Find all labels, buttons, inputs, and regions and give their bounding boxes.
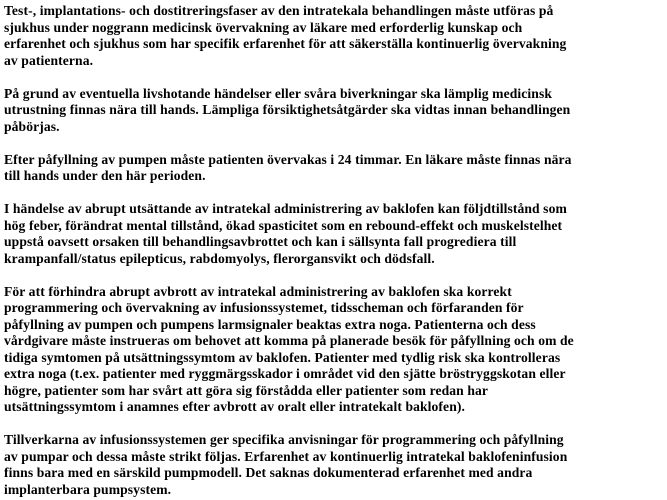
paragraph: [4, 284, 665, 416]
paragraph: [4, 152, 665, 185]
document-text-body: [4, 3, 665, 498]
text-line: I händelse av abrupt utsättande av intratekal administrering av baklofen kan följdtillstånd som: [4, 201, 567, 216]
text-line: Tillverkarna av infusionssystemen ger specifika anvisningar för programmering och påfyllning: [4, 432, 564, 447]
text-line: påfyllning av pumpen och pumpens larmsignaler beaktas extra noga. Patienterna och dess: [4, 316, 536, 332]
paragraph: [4, 432, 665, 498]
text-line: implanterbara pumpsystem.: [4, 481, 172, 497]
text-line: Efter påfyllning av pumpen måste patienten övervakas i 24 timmar. En läkare måste finnas nära: [4, 151, 572, 167]
text-line: högre, patienter som har svårt att göra sig förstådda eller patienter som redan har: [4, 382, 489, 398]
paragraph: [4, 3, 665, 69]
text-line: erfarenhet och sjukhus som har specifik erfarenhet för att säkerställa kontinuerlig övervakning: [4, 36, 567, 51]
text-line: uppstå oavsett orsaken till behandlingsavbrottet och kan i sällsynta fall progrediera till: [4, 234, 517, 249]
text-line: utsättningssymtom i anamnes efter avbrott av oralt eller intratekalt baklofen).: [4, 399, 465, 414]
text-line: finns bara med en särskild pumpmodell. Det saknas dokumenterad erfarenhet med andra: [4, 465, 533, 480]
text-line: påbörjas.: [4, 118, 60, 134]
text-line: krampanfall/status epilepticus, rabdomyolys, flerorgansvikt och dödsfall.: [4, 250, 435, 266]
text-line: utrustning finnas nära till hands. Lämpliga försiktighetsåtgärder ska vidtas innan behandlingen: [4, 102, 571, 117]
text-line: Test-, implantations- och dostitreringsfaser av den intratekala behandlingen måste utföras på: [4, 3, 554, 18]
text-line: tidiga symtomen på utsättningssymtom av baklofen. Patienter med tydlig risk ska kontrolleras: [4, 349, 561, 365]
paragraph: [4, 86, 665, 136]
text-line: av patienterna.: [4, 52, 94, 68]
text-line: sjukhus under noggrann medicinsk övervakning av läkare med erforderlig kunskap och: [4, 19, 523, 35]
paragraph: [4, 201, 665, 267]
text-line: programmering och övervakning av infusionssystemet, tidsscheman och förfaranden för: [4, 300, 524, 315]
text-line: extra noga (t.ex. patienter med ryggmärgsskador i området vid den sjätte bröstryggskotan eller: [4, 366, 566, 381]
text-line: För att förhindra abrupt avbrott av intratekal administrering av baklofen ska korrekt: [4, 283, 512, 299]
text-line: hög feber, förändrat mental tillstånd, ökad spasticitet som en rebound-effekt och muskelstelhet: [4, 217, 563, 233]
text-line: av pumpar och dessa måste strikt följas. Erfarenhet av kontinuerlig intratekal baklofeninfusion: [4, 448, 568, 464]
text-line: till hands under den här perioden.: [4, 168, 206, 183]
text-line: På grund av eventuella livshotande händelser eller svåra biverkningar ska lämplig medicinsk: [4, 85, 552, 101]
text-line: vårdgivare måste instrueras om behovet att komma på planerade besök för påfyllning och om de: [4, 333, 574, 348]
